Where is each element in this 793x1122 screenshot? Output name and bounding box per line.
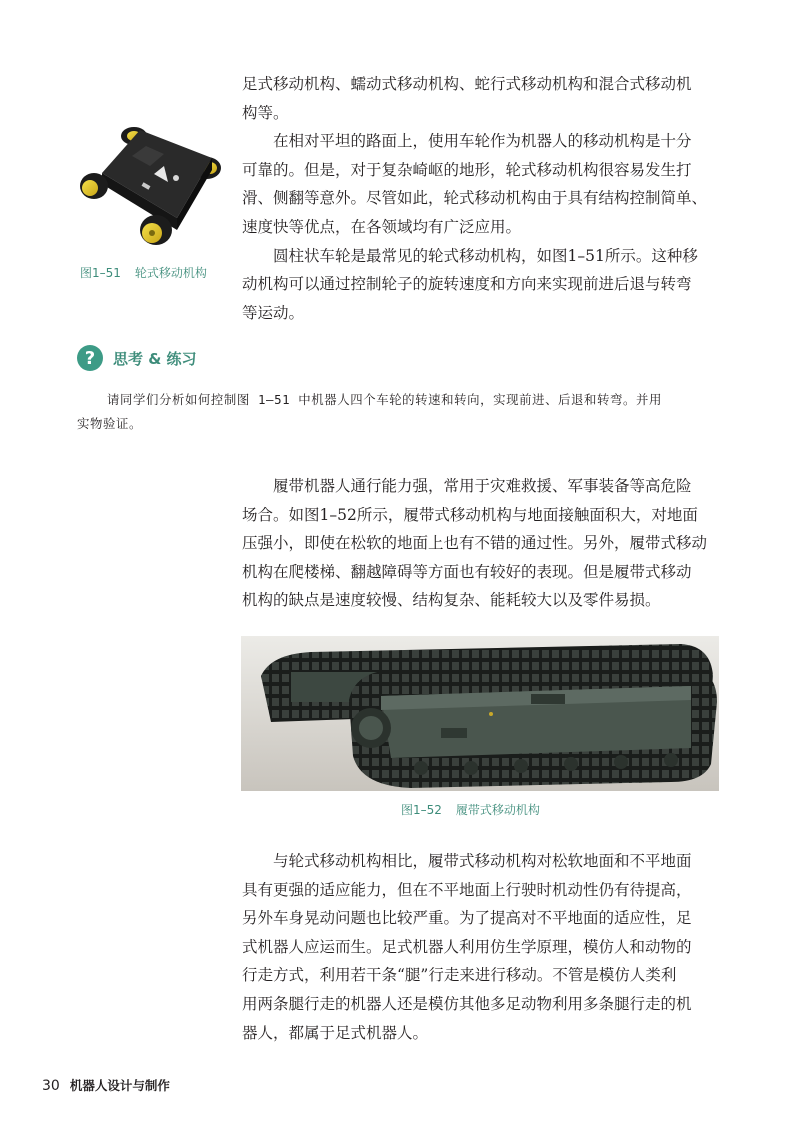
- figure-number: 图1–51: [80, 266, 121, 280]
- figure-1-51-caption: [80, 264, 207, 281]
- text-line: 速度快等优点，在各领域均有广泛应用。: [242, 217, 522, 236]
- text-line: 器人，都属于足式机器人。: [242, 1023, 429, 1042]
- question-icon: ?: [77, 345, 103, 371]
- text-line: 实物验证。: [77, 416, 142, 431]
- figure-1-52-caption: [401, 801, 540, 818]
- tracked-mechanism-image: [241, 636, 719, 791]
- text-line: 与轮式移动机构相比，履带式移动机构对松软地面和不平地面: [273, 852, 692, 870]
- text-line: 请同学们分析如何控制图 1–51 中机器人四个车轮的转速和转向，实现前进、后退和转弯。并用: [107, 392, 662, 407]
- text-line: 在相对平坦的路面上，使用车轮作为机器人的移动机构是十分: [273, 132, 692, 151]
- figure-title: 轮式移动机构: [134, 266, 207, 280]
- paragraph-legged-robots: [242, 847, 720, 1047]
- book-title: 机器人设计与制作: [69, 1078, 170, 1093]
- figure-title: 履带式移动机构: [455, 803, 540, 817]
- text-line: 圆柱状车轮是最常见的轮式移动机构，如图1–51所示。这种移: [273, 246, 698, 265]
- figure-number: 图1–52: [401, 803, 442, 817]
- text-line: 履带机器人通行能力强，常用于灾难救援、军事装备等高危险: [273, 477, 692, 495]
- text-line: 另外车身晃动问题也比较严重。为了提高对不平地面的适应性，足: [242, 909, 692, 928]
- text-line: 行走方式，利用若干条“腿”行走来进行移动。不管是模仿人类利: [242, 966, 677, 985]
- text-line: 滑、侧翻等意外。尽管如此，轮式移动机构由于具有结构控制简单、: [242, 189, 708, 208]
- text-line: 足式移动机构、蠕动式移动机构、蛇行式移动机构和混合式移动机: [242, 75, 692, 93]
- text-line: 动机构可以通过控制轮子的旋转速度和方向来实现前进后退与转弯: [242, 275, 692, 294]
- wheeled-robot-image: [72, 118, 232, 258]
- text-line: 机构在爬楼梯、翻越障碍等方面也有较好的表现。但是履带式移动: [242, 562, 692, 581]
- page-footer: [42, 1076, 170, 1094]
- think-practice-title: 思考 & 练习: [113, 349, 197, 368]
- paragraph-locomotion-types: [242, 70, 720, 327]
- text-line: 场合。如图1–52所示，履带式移动机构与地面接触面积大，对地面: [242, 505, 698, 524]
- text-line: 机构的缺点是速度较慢、结构复杂、能耗较大以及零件易损。: [242, 591, 661, 610]
- text-line: 可靠的。但是，对于复杂崎岖的地形，轮式移动机构很容易发生打: [242, 160, 692, 179]
- text-line: 等运动。: [242, 303, 305, 322]
- text-line: 式机器人应运而生。足式机器人利用仿生学原理，模仿人和动物的: [242, 937, 692, 956]
- think-practice-header: [77, 345, 197, 371]
- paragraph-tracked-robots: [242, 472, 720, 615]
- text-line: 具有更强的适应能力，但在不平地面上行驶时机动性仍有待提高，: [242, 880, 692, 899]
- page-number: 30: [42, 1078, 60, 1094]
- text-line: 用两条腿行走的机器人还是模仿其他多足动物利用多条腿行走的机: [242, 994, 692, 1013]
- text-line: 压强小，即使在松软的地面上也有不错的通过性。另外，履带式移动: [242, 534, 708, 553]
- text-line: 构等。: [242, 103, 289, 122]
- think-practice-body: [77, 388, 717, 436]
